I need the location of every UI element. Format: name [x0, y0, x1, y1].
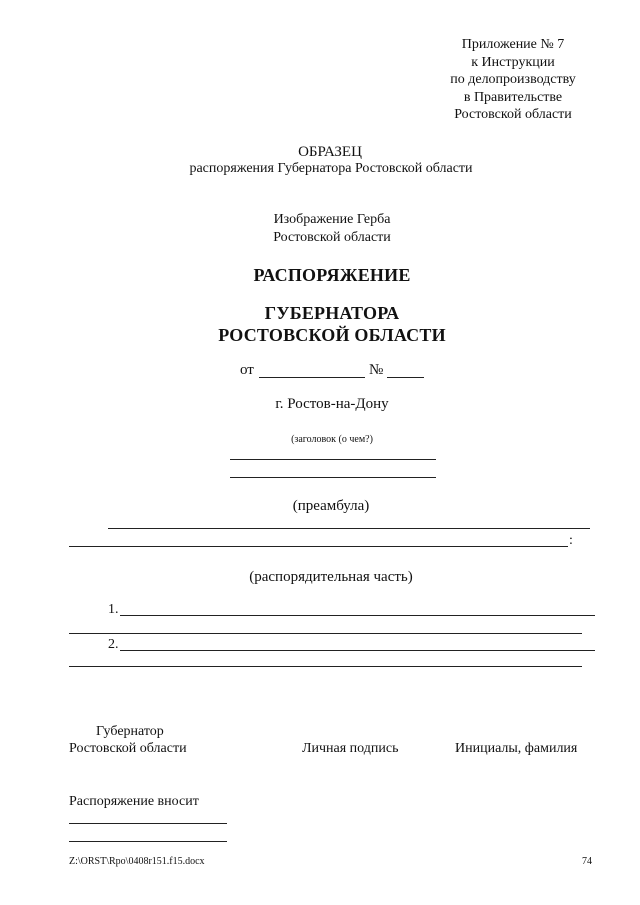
number-field-line [387, 377, 424, 378]
submitted-by-label: Распоряжение вносит [69, 794, 199, 809]
footer-page-number: 74 [582, 856, 592, 867]
heading-hint: (заголовок (о чем?) [291, 434, 373, 445]
operative-label: (распорядительная часть) [249, 569, 413, 585]
appendix-ref-records: по делопроизводству [450, 72, 576, 87]
initials-surname-placeholder: Инициалы, фамилия [455, 741, 578, 756]
emblem-placeholder-line1: Изображение Герба [273, 212, 391, 227]
heading-line-2 [230, 477, 436, 478]
preamble-end-mark: : [569, 533, 573, 548]
date-prefix: от [240, 362, 254, 378]
preamble-label: (преамбула) [292, 498, 370, 514]
city-name: г. Ростов-на-Дону [275, 396, 389, 412]
operative-item-1-line-2 [69, 633, 582, 634]
personal-signature-placeholder: Личная подпись [302, 741, 399, 756]
footer-file-path: Z:\ORST\Rpo\0408r151.f15.docx [69, 856, 205, 867]
number-sign: № [369, 362, 384, 378]
heading-line-1 [230, 459, 436, 460]
signer-position-line1: Губернатор [96, 724, 164, 739]
operative-item-2-line-1 [120, 650, 595, 651]
appendix-ref-region: Ростовской области [454, 107, 572, 122]
date-field-line [259, 377, 365, 378]
submitted-by-line-2 [69, 841, 227, 842]
signer-position-line2: Ростовской области [69, 741, 187, 756]
preamble-line-1 [108, 528, 590, 529]
operative-item-1-line-1 [120, 615, 595, 616]
preamble-line-2 [69, 546, 568, 547]
issuer-heading-line2: РОСТОВСКОЙ ОБЛАСТИ [218, 325, 446, 345]
appendix-block [420, 36, 606, 124]
emblem-placeholder-line2: Ростовской области [273, 230, 391, 245]
appendix-ref-instruction: к Инструкции [471, 54, 555, 70]
sample-title: ОБРАЗЕЦ [298, 144, 362, 160]
appendix-number: Приложение № 7 [461, 37, 565, 52]
document-type-heading: РАСПОРЯЖЕНИЕ [253, 265, 411, 285]
appendix-ref-government: в Правительстве [463, 89, 563, 105]
operative-item-2-line-2 [69, 666, 582, 667]
submitted-by-line-1 [69, 823, 227, 824]
issuer-heading-line1: ГУБЕРНАТОРА [264, 303, 400, 323]
sample-subtitle: распоряжения Губернатора Ростовской области [189, 161, 473, 176]
operative-item-1-number: 1. [108, 602, 119, 617]
operative-item-2-number: 2. [108, 637, 119, 652]
